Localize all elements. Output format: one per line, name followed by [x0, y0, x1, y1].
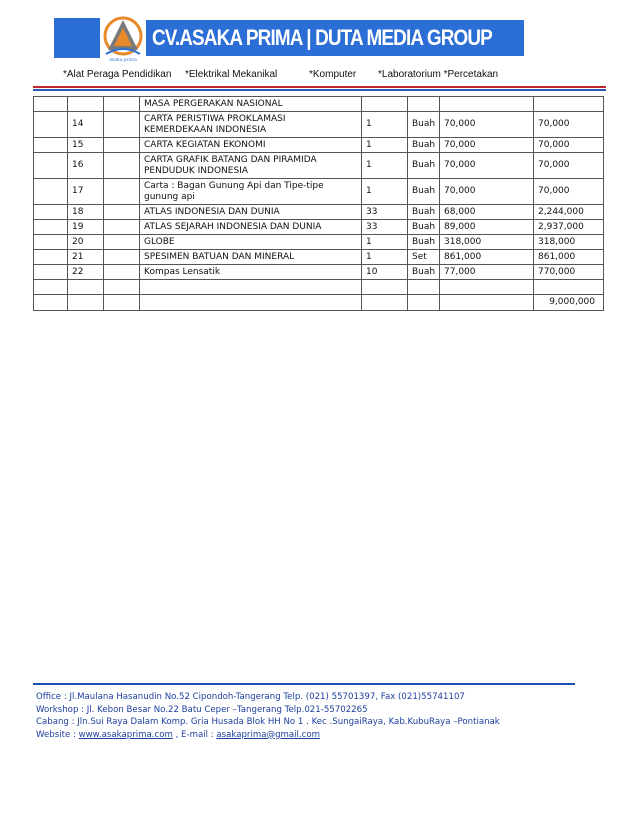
grand-total: 9,000,000	[534, 295, 604, 311]
table-row	[34, 153, 604, 179]
letterhead	[0, 0, 638, 92]
item-name: SPESIMEN BATUAN DAN MINERAL	[140, 250, 362, 265]
row-number: 16	[68, 153, 104, 179]
item-unit: Buah	[408, 220, 440, 235]
tagline-item: *Komputer	[309, 69, 357, 80]
footer	[36, 691, 596, 741]
item-qty: 1	[362, 179, 408, 205]
item-total: 70,000	[534, 112, 604, 138]
item-name: ATLAS INDONESIA DAN DUNIA	[140, 205, 362, 220]
table-row	[34, 265, 604, 280]
row-number: 20	[68, 235, 104, 250]
item-total: 318,000	[534, 235, 604, 250]
tagline-item: *Elektrikal Mekanikal	[185, 69, 278, 80]
table-row-empty	[34, 280, 604, 295]
item-price: 861,000	[440, 250, 534, 265]
item-total: 861,000	[534, 250, 604, 265]
item-price: 68,000	[440, 205, 534, 220]
table-row	[34, 97, 604, 112]
website-label: Website :	[36, 729, 79, 740]
asaka-prima-logo-icon	[100, 14, 146, 64]
item-qty: 33	[362, 205, 408, 220]
divider-blue	[33, 89, 606, 91]
item-qty	[362, 97, 408, 112]
item-price: 77,000	[440, 265, 534, 280]
item-name: ATLAS SEJARAH INDONESIA DAN DUNIA	[140, 220, 362, 235]
items-table-container	[33, 96, 603, 311]
item-price	[440, 97, 534, 112]
item-price: 89,000	[440, 220, 534, 235]
row-number: 15	[68, 138, 104, 153]
website-link[interactable]: www.asakaprima.com	[78, 729, 173, 740]
row-number: 21	[68, 250, 104, 265]
table-row	[34, 220, 604, 235]
footer-workshop: Workshop : Jl. Kebon Besar No.22 Batu Ceper –Tangerang Telp.021-55702265	[36, 704, 368, 715]
item-name: GLOBE	[140, 235, 362, 250]
row-number: 17	[68, 179, 104, 205]
item-total: 770,000	[534, 265, 604, 280]
footer-office: Office : Jl.Maulana Hasanudin No.52 Cipondoh-Tangerang Telp. (021) 55701397, Fax (021)55741107	[36, 692, 465, 702]
item-name: MASA PERGERAKAN NASIONAL	[140, 97, 362, 112]
item-total: 70,000	[534, 179, 604, 205]
items-table	[33, 96, 604, 311]
item-unit: Buah	[408, 179, 440, 205]
tagline-item: *Laboratorium *Percetakan	[378, 69, 499, 80]
table-row	[34, 205, 604, 220]
brand-bar-left	[54, 18, 100, 58]
item-name: Kompas Lensatik	[140, 265, 362, 280]
item-price: 318,000	[440, 235, 534, 250]
table-row	[34, 112, 604, 138]
item-price: 70,000	[440, 179, 534, 205]
row-number	[68, 97, 104, 112]
table-row	[34, 250, 604, 265]
row-number: 19	[68, 220, 104, 235]
item-unit: Buah	[408, 205, 440, 220]
item-qty: 1	[362, 250, 408, 265]
item-unit	[408, 97, 440, 112]
item-qty: 1	[362, 138, 408, 153]
table-row	[34, 138, 604, 153]
footer-divider	[33, 683, 575, 685]
item-total: 2,244,000	[534, 205, 604, 220]
item-name: CARTA GRAFIK BATANG DAN PIRAMIDA PENDUDUK INDONESIA	[140, 153, 362, 179]
email-link[interactable]: asakaprima@gmail.com	[216, 729, 321, 740]
item-unit: Buah	[408, 112, 440, 138]
item-total: 70,000	[534, 138, 604, 153]
item-unit: Buah	[408, 138, 440, 153]
item-qty: 1	[362, 235, 408, 250]
brand-name: CV.ASAKA PRIMA | DUTA MEDIA GROUP	[152, 25, 492, 50]
item-name: CARTA KEGIATAN EKONOMI	[140, 138, 362, 153]
item-name: Carta : Bagan Gunung Api dan Tipe-tipe gunung api	[140, 179, 362, 205]
row-number: 22	[68, 265, 104, 280]
item-qty: 1	[362, 112, 408, 138]
tagline-row	[0, 69, 638, 83]
item-unit: Buah	[408, 235, 440, 250]
email-label: , E-mail :	[172, 729, 217, 740]
item-unit: Set	[408, 250, 440, 265]
item-price: 70,000	[440, 138, 534, 153]
table-row	[34, 235, 604, 250]
item-qty: 10	[362, 265, 408, 280]
item-total	[534, 97, 604, 112]
item-unit: Buah	[408, 265, 440, 280]
item-price: 70,000	[440, 112, 534, 138]
item-price: 70,000	[440, 153, 534, 179]
item-qty: 33	[362, 220, 408, 235]
item-qty: 1	[362, 153, 408, 179]
item-total: 70,000	[534, 153, 604, 179]
row-number: 18	[68, 205, 104, 220]
table-row-total	[34, 295, 604, 311]
logo-caption: asaka prima	[109, 58, 137, 63]
item-name: CARTA PERISTIWA PROKLAMASI KEMERDEKAAN INDONESIA	[140, 112, 362, 138]
tagline-item: *Alat Peraga Pendidikan	[63, 69, 172, 80]
row-number: 14	[68, 112, 104, 138]
table-row	[34, 179, 604, 205]
divider-red	[33, 86, 606, 88]
item-total: 2,937,000	[534, 220, 604, 235]
item-unit: Buah	[408, 153, 440, 179]
footer-contact	[36, 729, 596, 742]
footer-cabang: Cabang : Jln.Sui Raya Dalam Komp. Gria Husada Blok HH No 1 . Kec .SungaiRaya, Kab.KubuRaya –Pontianak	[36, 717, 500, 727]
